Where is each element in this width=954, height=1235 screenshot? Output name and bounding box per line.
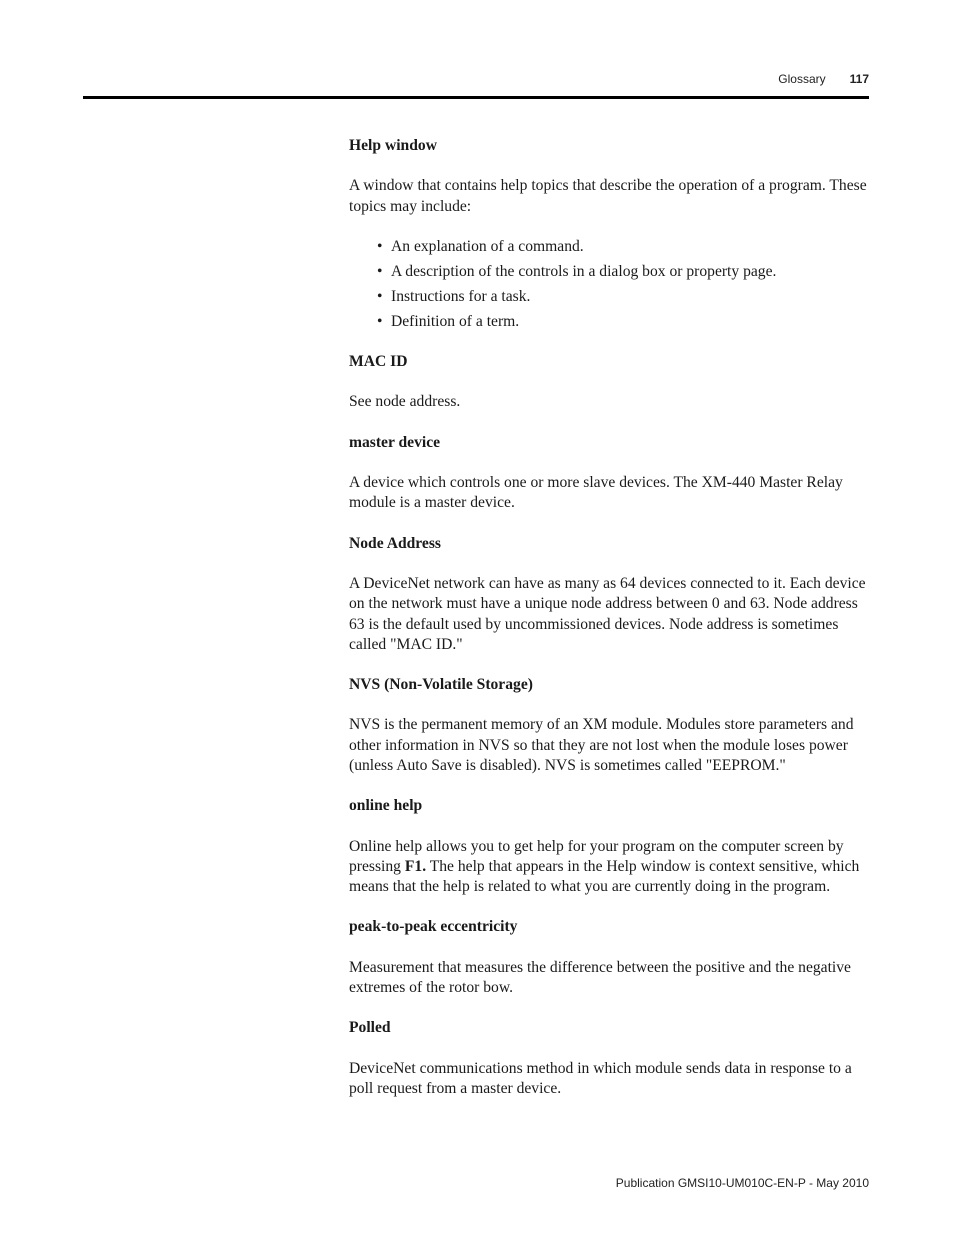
term-mac-id: MAC ID [349,353,408,371]
definition-online-help [349,837,873,898]
term-online-help: online help [349,797,423,815]
definition-peak-to-peak: Measurement that measures the difference between the positive and the negative extremes of the rotor bow. [349,958,851,997]
term-help-window: Help window [349,137,437,154]
definition-online-help-text-1: Online help allows you to get help for your program on the computer screen by pressing [349,837,844,875]
list-item: • Definition of a term. [377,312,873,332]
publication-footer: Publication GMSI10-UM010C-EN-P - May 2010 [615,1176,869,1190]
definition-polled: DeviceNet communications method in which module sends data in response to a poll request from a master device. [349,1059,852,1097]
term-nvs: NVS (Non-Volatile Storage) [349,676,533,694]
help-topics-list [377,237,873,332]
header-section-title: Glossary [778,72,826,86]
definition-help-window: A window that contains help topics that describe the operation of a program. These topics may include: [349,177,867,215]
definition-nvs: NVS is the permanent memory of an XM module. Modules store parameters and other information in NVS so that they are not lost when the module loses power (unless Auto Save is disabled). NVS is sometimes called "EEPROM." [349,716,854,774]
term-node-address: Node Address [349,534,441,552]
definition-online-help-text-2: The help that appears in the Help window is context sensitive, which means that the help is related to what you are currently doing in the program. [349,857,860,896]
definition-mac-id: See node address. [349,393,461,411]
list-item: • An explanation of a command. [377,237,873,257]
definition-node-address: A DeviceNet network can have as many as 64 devices connected to it. Each device on the network must have a unique node address between 0 and 63. Node address 63 is the default used by uncommissioned devices. Node address is sometimes called "MAC ID." [349,574,866,653]
term-master-device: master device [349,433,441,451]
definition-master-device: A device which controls one or more slave devices. The XM-440 Master Relay module is a master device. [349,474,843,512]
term-peak-to-peak: peak-to-peak eccentricity [349,918,518,936]
list-item: • Instructions for a task. [377,287,873,307]
running-header [778,72,869,86]
term-polled: Polled [349,1019,391,1037]
list-item: • A description of the controls in a dialog box or property page. [377,262,873,282]
f1-key-label: F1. [404,857,427,875]
page-number: 117 [849,72,869,86]
glossary-content [349,136,873,1119]
header-rule [83,96,869,99]
